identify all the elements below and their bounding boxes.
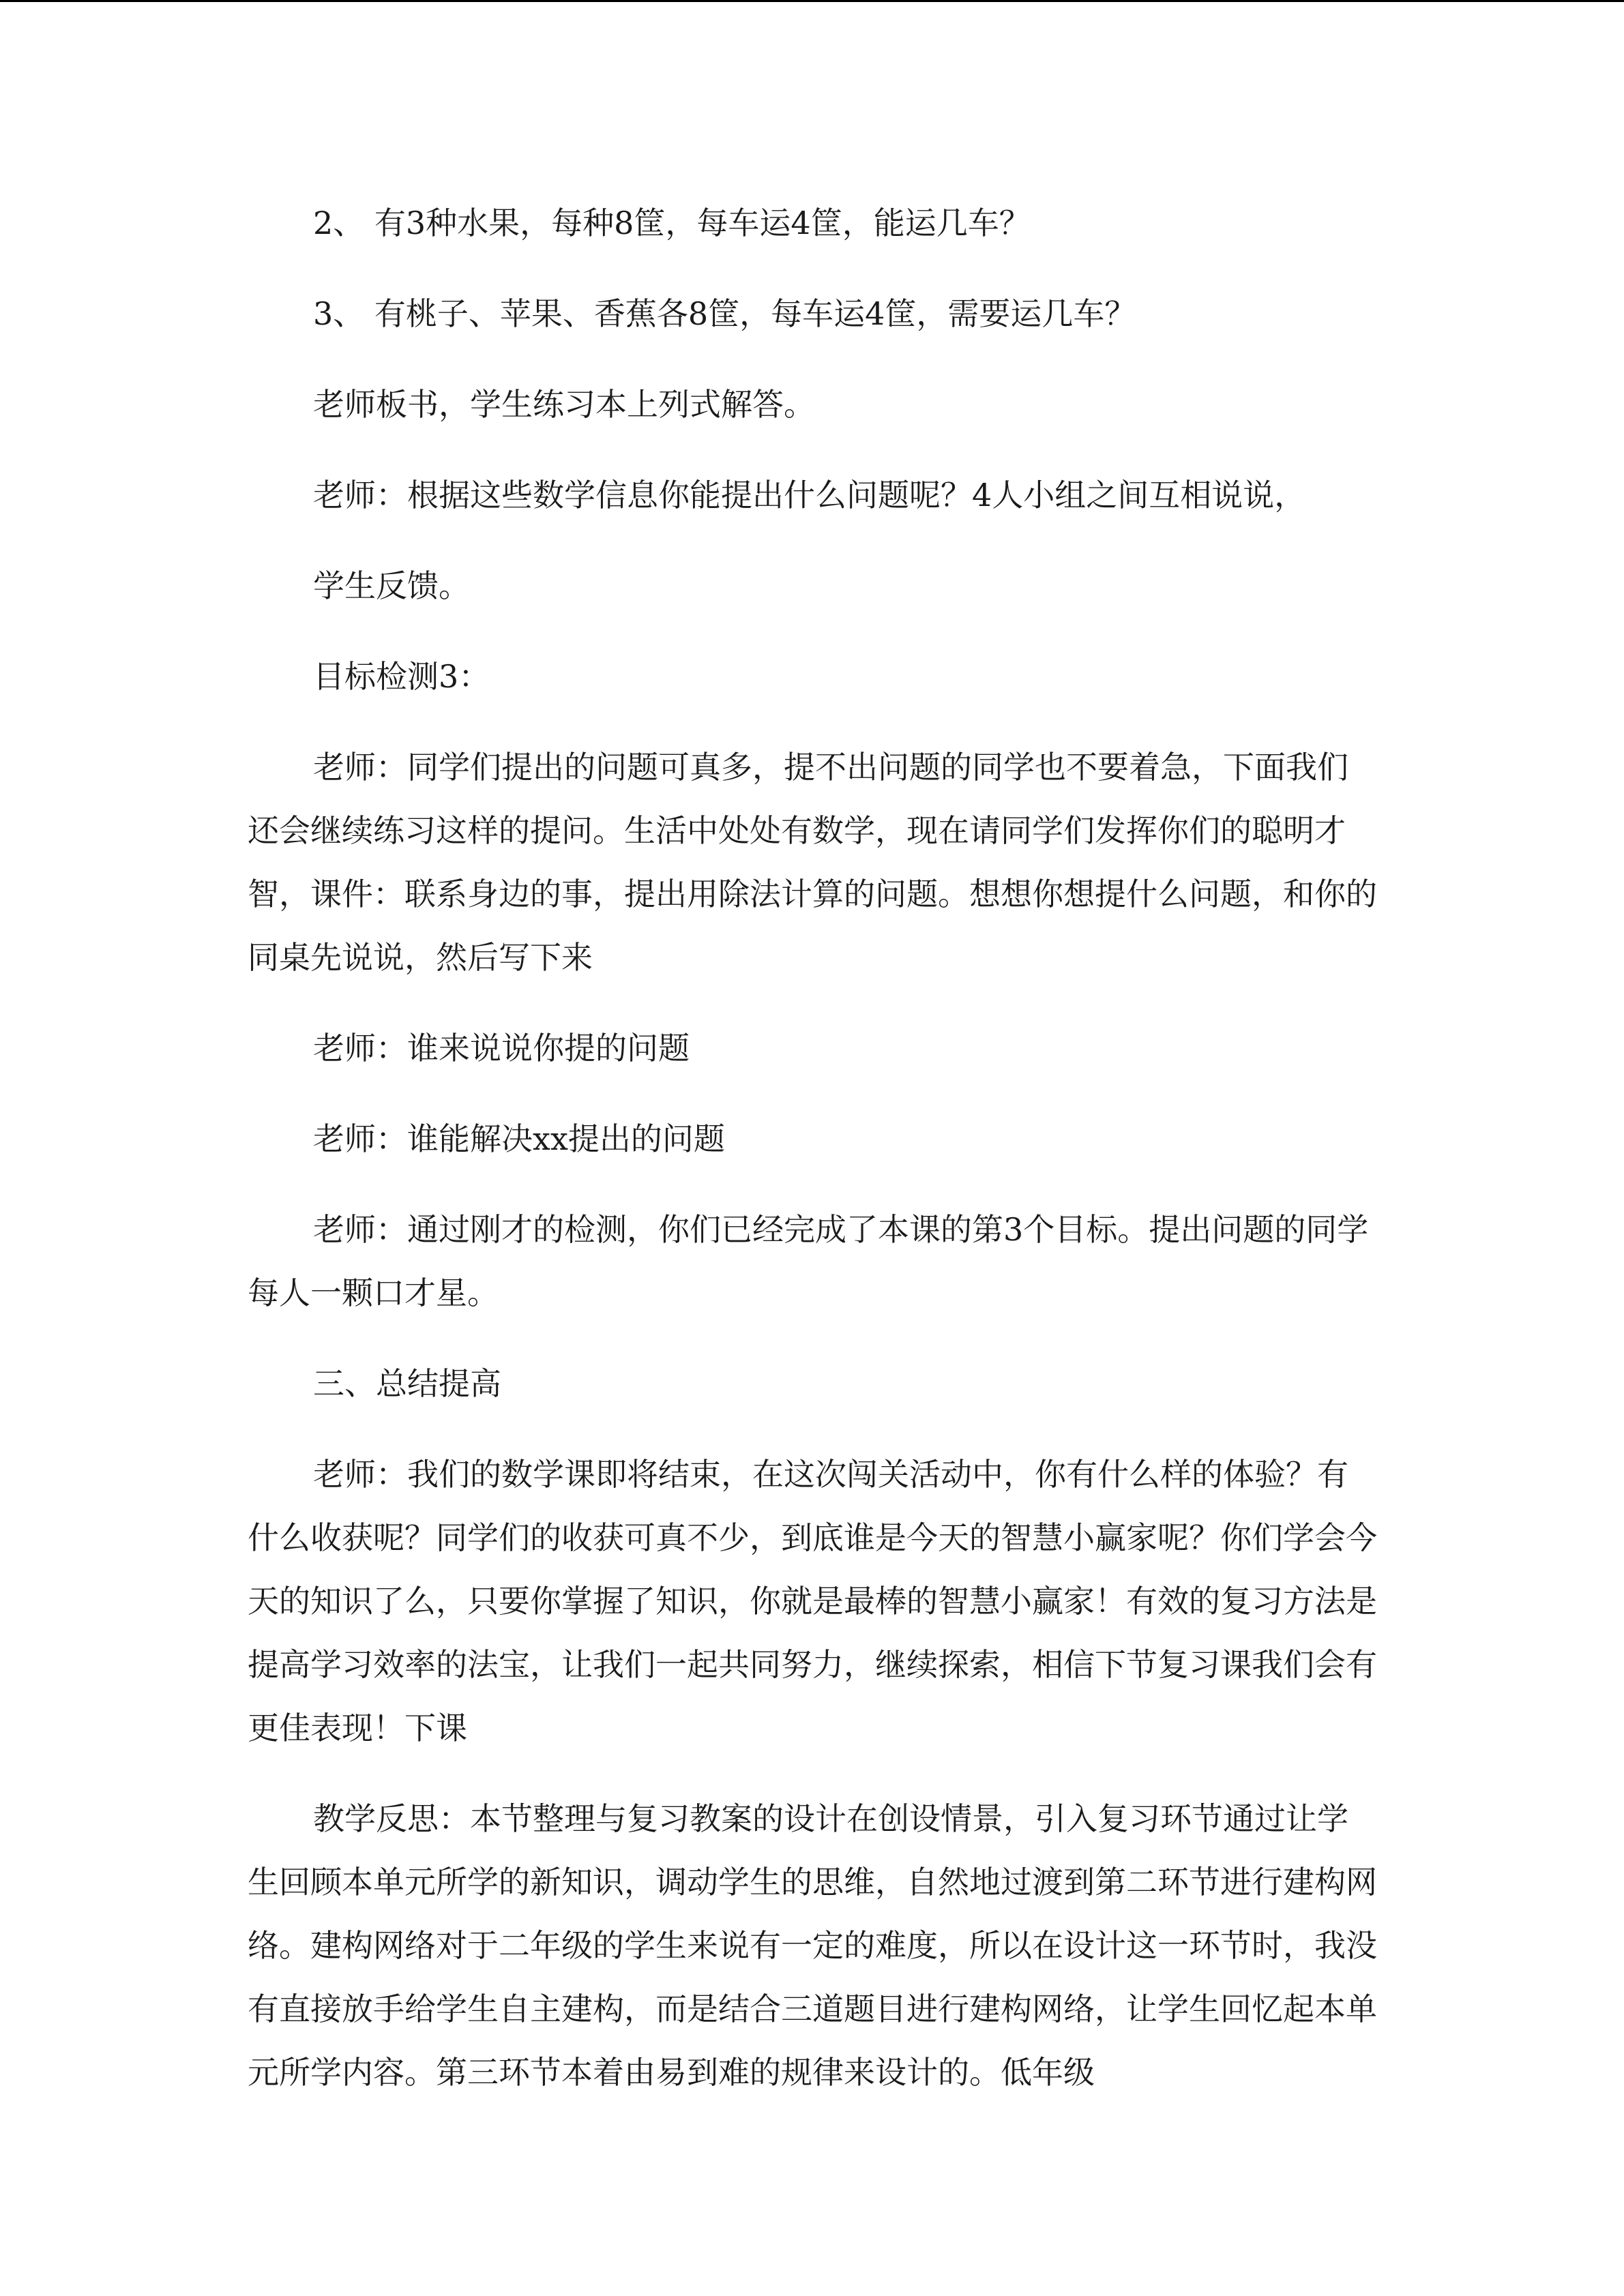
paragraph-student-feedback: 学生反馈。 <box>313 567 470 604</box>
paragraph-teaching-reflection: 教学反思：本节整理与复习教案的设计在创设情景，引入复习环节通过让学生回顾本单元所学的新知识，调动学生的思维，自然地过渡到第二环节进行建构网络。建构网络对于二年级的学生来说有一定的难度，所以在设计这一环节时，我没有直接放手给学生自主建构，而是结合三道题目进行建构网络，让学生回忆起本单元所学内容。第三环节本着由易到难的规律来设计的。低年级 <box>248 1800 1377 2091</box>
paragraph-teacher-who-solves: 老师：谁能解决xx提出的问题 <box>313 1120 725 1157</box>
paragraph-question-3: 3、 有桃子、苹果、香蕉各8筐，每车运4筐，需要运几车？ <box>313 295 1136 332</box>
paragraph-teacher-prompt: 老师：根据这些数学信息你能提出什么问题呢？4人小组之间互相说说， <box>313 477 1306 513</box>
section-heading-summary: 三、总结提高 <box>313 1365 501 1402</box>
paragraph-board-writing: 老师板书，学生练习本上列式解答。 <box>313 386 815 423</box>
paragraph-teacher-questions: 老师：同学们提出的问题可真多，提不出问题的同学也不要着急，下面我们还会继续练习这样的提问。生活中处处有数学，现在请同学们发挥你们的聪明才智，课件：联系身边的事，提出用除法计算的问题。想想你想提什么问题，和你的同桌先说说，然后写下来 <box>248 749 1377 976</box>
paragraph-teacher-goal-complete: 老师：通过刚才的检测，你们已经完成了本课的第3个目标。提出问题的同学每人一颗口才星。 <box>248 1211 1369 1311</box>
document-body <box>248 192 1378 2132</box>
paragraph-teacher-who-asks: 老师：谁来说说你提的问题 <box>313 1030 690 1067</box>
paragraph-question-2: 2、 有3种水果，每种8筐，每车运4筐，能运几车？ <box>313 205 1031 241</box>
paragraph-goal-check-3: 目标检测3： <box>313 658 490 695</box>
paragraph-teacher-summary: 老师：我们的数学课即将结束，在这次闯关活动中，你有什么样的体验？有什么收获呢？同学们的收获可真不少，到底谁是今天的智慧小赢家呢？你们学会今天的知识了么，只要你掌握了知识，你就是最棒的智慧小赢家！有效的复习方法是提高学习效率的法宝，让我们一起共同努力，继续探索，相信下节复习课我们会有更佳表现！下课 <box>248 1456 1377 1746</box>
